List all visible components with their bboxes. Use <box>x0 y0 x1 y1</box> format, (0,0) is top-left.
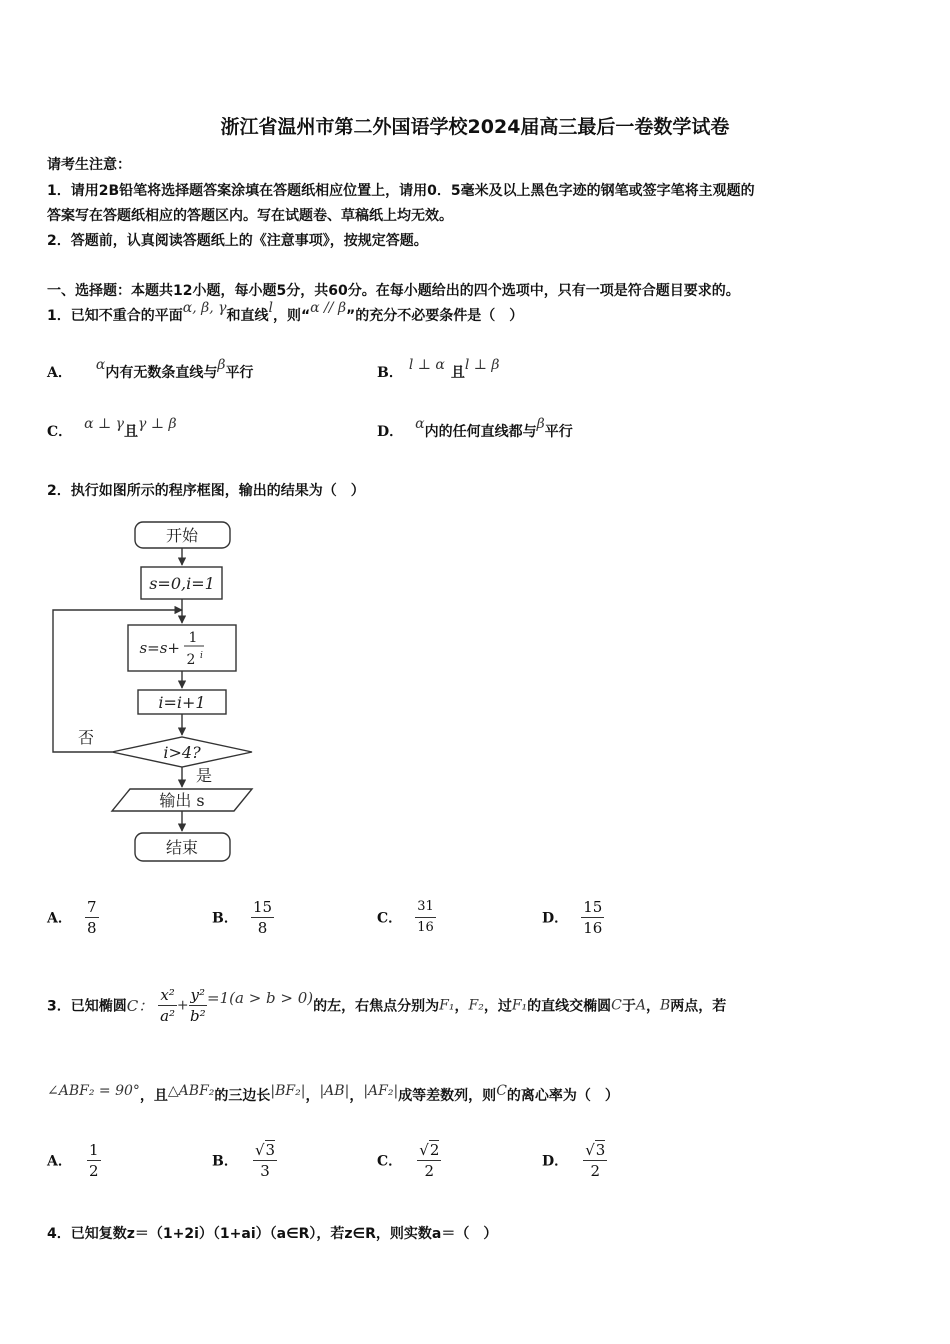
q2-option-c[interactable]: C． $\frac{31}{16}$ <box>377 899 434 935</box>
flow-update-prefix: s=s+ <box>139 639 180 657</box>
q3-option-b[interactable]: B． $\frac{√3}{3}$ <box>212 1141 276 1180</box>
section-heading: 一、选择题：本题共12小题，每小题5分，共60分。在每小题给出的四个选项中，只有一项是符合题目要求的。 <box>47 283 740 299</box>
q2-option-d[interactable]: D． $\frac{15}{16}$ <box>542 898 603 937</box>
flow-update-den: 2 <box>186 652 196 668</box>
flow-update-exp: i <box>200 651 203 661</box>
q1-option-d[interactable]: D． α内的任何直线都与β平行 <box>377 416 573 440</box>
q1-text-1: 1．已知不重合的平面 <box>47 308 183 324</box>
q1-text-4: ”的充分不必要条件是（ ） <box>346 308 524 324</box>
page-title: 浙江省温州市第二外国语学校2024届高三最后一卷数学试卷 <box>220 116 730 138</box>
q3-option-c[interactable]: C． $\frac{√2}{2}$ <box>377 1141 440 1180</box>
q2-option-b[interactable]: B． $\frac{15}{8}$ <box>212 898 273 937</box>
q1-option-a[interactable]: A． α内有无数条直线与β平行 <box>47 357 254 381</box>
q1-option-b[interactable]: B． l ⊥ α 且l ⊥ β <box>377 357 500 381</box>
notes-line-1: 1．请用2B铅笔将选择题答案涂填在答题纸相应位置上，请用0．5毫米及以上黑色字迹的钢笔或签字笔将主观题的 <box>47 183 755 199</box>
flow-start-label: 开始 <box>165 526 199 545</box>
notes-heading: 请考生注意： <box>47 157 131 173</box>
question-3-condition: ∠ABF₂ = 90°，且△ABF₂的三边长|BF₂|，|AB|，|AF₂|成等差数列，则C的离心率为（ ） <box>47 1083 619 1104</box>
q1-math-planes: α, β, γ <box>182 300 227 316</box>
question-4-stem: 4．已知复数z＝（1+2i）（1+ai）（a∈R），若z∈R，则实数a＝（ ） <box>47 1226 498 1242</box>
q1-text-3: ，则“ <box>272 308 311 324</box>
q1-option-c[interactable]: C． α ⊥ γ且γ ⊥ β <box>47 416 177 440</box>
question-1-stem <box>47 300 524 325</box>
question-3-stem: 3．已知椭圆C： $\frac{\text{x²}}{\text{a²}}$ + $\frac{\text{y²}}{\text{b²}}$ =1(a > b > 0)的左，右焦点分别为F₁，F₂，过F₁的直线交椭圆C于A，B两点，若 <box>47 986 727 1025</box>
notes-line-2: 2．答题前，认真阅读答题纸上的《注意事项》，按规定答题。 <box>47 233 428 249</box>
flow-update-num: 1 <box>188 630 198 646</box>
q1-math-parallel: α // β <box>310 300 347 316</box>
flow-end-label: 结束 <box>165 838 199 857</box>
flow-output-label: 输出 s <box>159 791 205 810</box>
flow-no-label: 否 <box>78 728 95 747</box>
flowchart <box>40 515 270 875</box>
q3-option-a[interactable]: A． $\frac{1}{2}$ <box>47 1141 99 1180</box>
q3-option-d[interactable]: D． $\frac{√3}{2}$ <box>542 1141 606 1180</box>
flow-increment-label: i=i+1 <box>158 693 206 712</box>
question-2-stem: 2．执行如图所示的程序框图，输出的结果为（ ） <box>47 483 365 499</box>
flow-init-label: s=0,i=1 <box>149 574 215 593</box>
q1-math-line: l <box>268 300 273 316</box>
q2-option-a[interactable]: A． $\frac{7}{8}$ <box>47 898 97 937</box>
flow-yes-label: 是 <box>196 766 213 785</box>
notes-line-1-cont: 答案写在答题纸相应的答题区内。写在试题卷、草稿纸上均无效。 <box>47 208 453 224</box>
flow-condition-label: i>4? <box>163 743 201 762</box>
q1-text-2: 和直线 <box>226 308 269 324</box>
